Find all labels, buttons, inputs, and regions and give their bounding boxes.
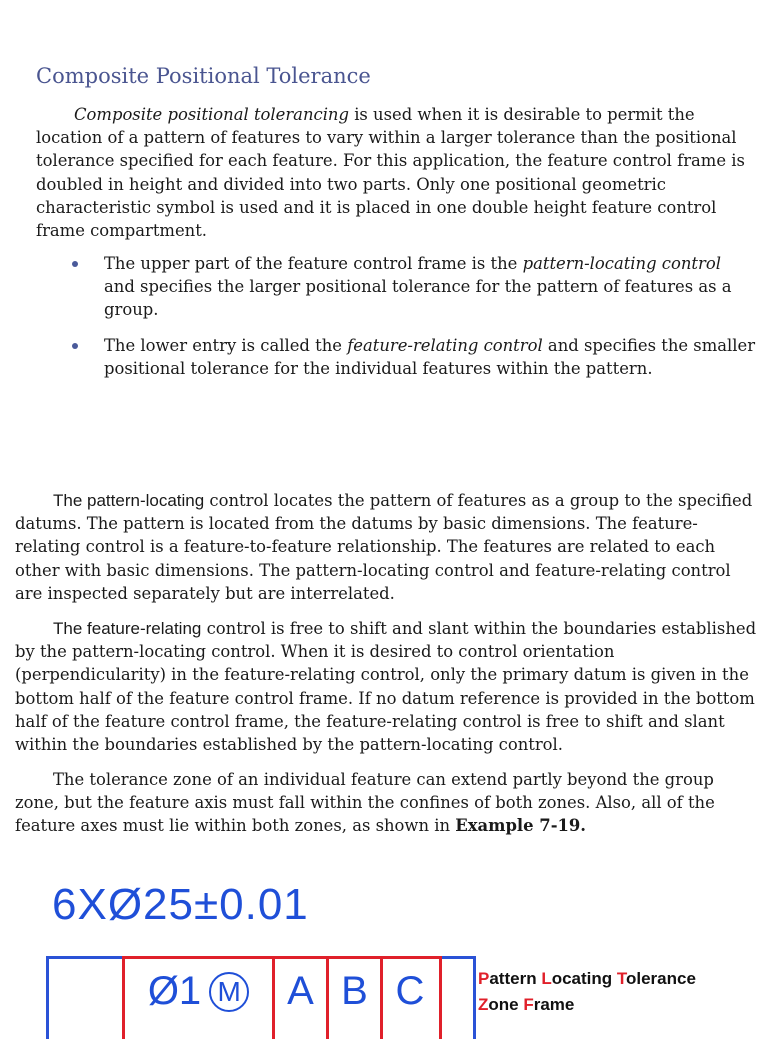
paragraph-lead-term: The pattern-locating [53,491,205,510]
figure-caption [478,966,696,1018]
paragraph-text: control locates the pattern of features as a group to the specified datums. The pattern is located from the datums by basic dimensions. The feature-relating control is a feature-to-feature relationship. The features are related to each other with basic dimensions. The pattern-locating control and feature-relating control are inspected separately but are interrelated. [15,491,753,603]
caption-word: ocating [551,969,617,988]
bullet-item [60,334,756,380]
caption-initial: L [541,969,552,988]
bullet-term: feature-relating control [347,335,543,355]
tolerance-value: Ø1 [147,969,202,1013]
bullet-text-before: The upper part of the feature control frame is the [104,254,523,273]
bullet-text-before: The lower entry is called the [104,335,348,355]
caption-line-1 [478,966,696,992]
bullet-text-after: and specifies the smaller positional tolerance for the individual features within the pattern. [104,335,756,378]
datum-cell-b [329,959,383,1039]
tolerance-cell [125,959,275,1039]
dimension-label: 6XØ25±0.01 [52,880,309,929]
tolerance-zone-paragraph [15,768,757,838]
bullet-item [60,252,756,322]
feature-control-frame-figure [0,868,768,1024]
caption-line-2 [478,992,696,1018]
datum-label: A [287,969,314,1013]
bullet-text-after: and specifies the larger positional tolerance for the pattern of features as a group. [104,277,732,320]
datum-label: B [341,969,368,1013]
intro-text: is used when it is desirable to permit the location of a pattern of features to vary within a larger tolerance than the positional tolerance specified for each feature. For this application, the feature control frame is doubled in height and divided into two parts. Only one positional geometric characteristic symbol is used and it is placed in one double height feature control frame compartment. [36,105,745,241]
bullet-dot-icon [72,261,78,267]
caption-word: olerance [626,969,696,988]
caption-word: rame [533,995,575,1014]
paragraph-lead-term: The feature-relating [53,619,202,638]
caption-initial: P [478,969,490,988]
caption-word: attern [489,969,542,988]
datum-cell-a [275,959,329,1039]
pattern-locating-paragraph [15,489,757,605]
feature-relating-paragraph [15,617,757,756]
example-reference: Example 7-19. [455,816,587,836]
mmc-modifier-icon: M [209,972,249,1012]
caption-initial: T [616,969,626,988]
caption-initial: Z [478,995,489,1014]
paragraph-text: The tolerance zone of an individual feature can extend partly beyond the group zone, but the feature axis must fall within the confines of both zones. Also, all of the feature axes must lie within both zones, as shown in [15,770,715,836]
intro-term: Composite positional tolerancing [74,105,349,124]
paragraph-text: control is free to shift and slant within the boundaries established by the pattern-locating control. When it is desired to control orientation (perpendicularity) in the feature-relating control, only the primary datum is given in the bottom half of the feature control frame. If no datum reference is provided in the bottom half of the feature control frame, the feature-relating control is free to shift and slant within the boundaries established by the pattern-locating control. [15,619,757,755]
datum-label: C [395,969,425,1013]
bullet-dot-icon [72,343,78,349]
section-heading: Composite Positional Tolerance [36,64,371,88]
caption-word: one [488,995,524,1014]
caption-initial: F [523,995,534,1014]
bullet-list [60,252,756,392]
frame-inner-box [122,956,442,1039]
datum-cell-c [383,959,437,1039]
intro-paragraph [36,103,756,242]
bullet-term: pattern-locating control [522,254,721,273]
